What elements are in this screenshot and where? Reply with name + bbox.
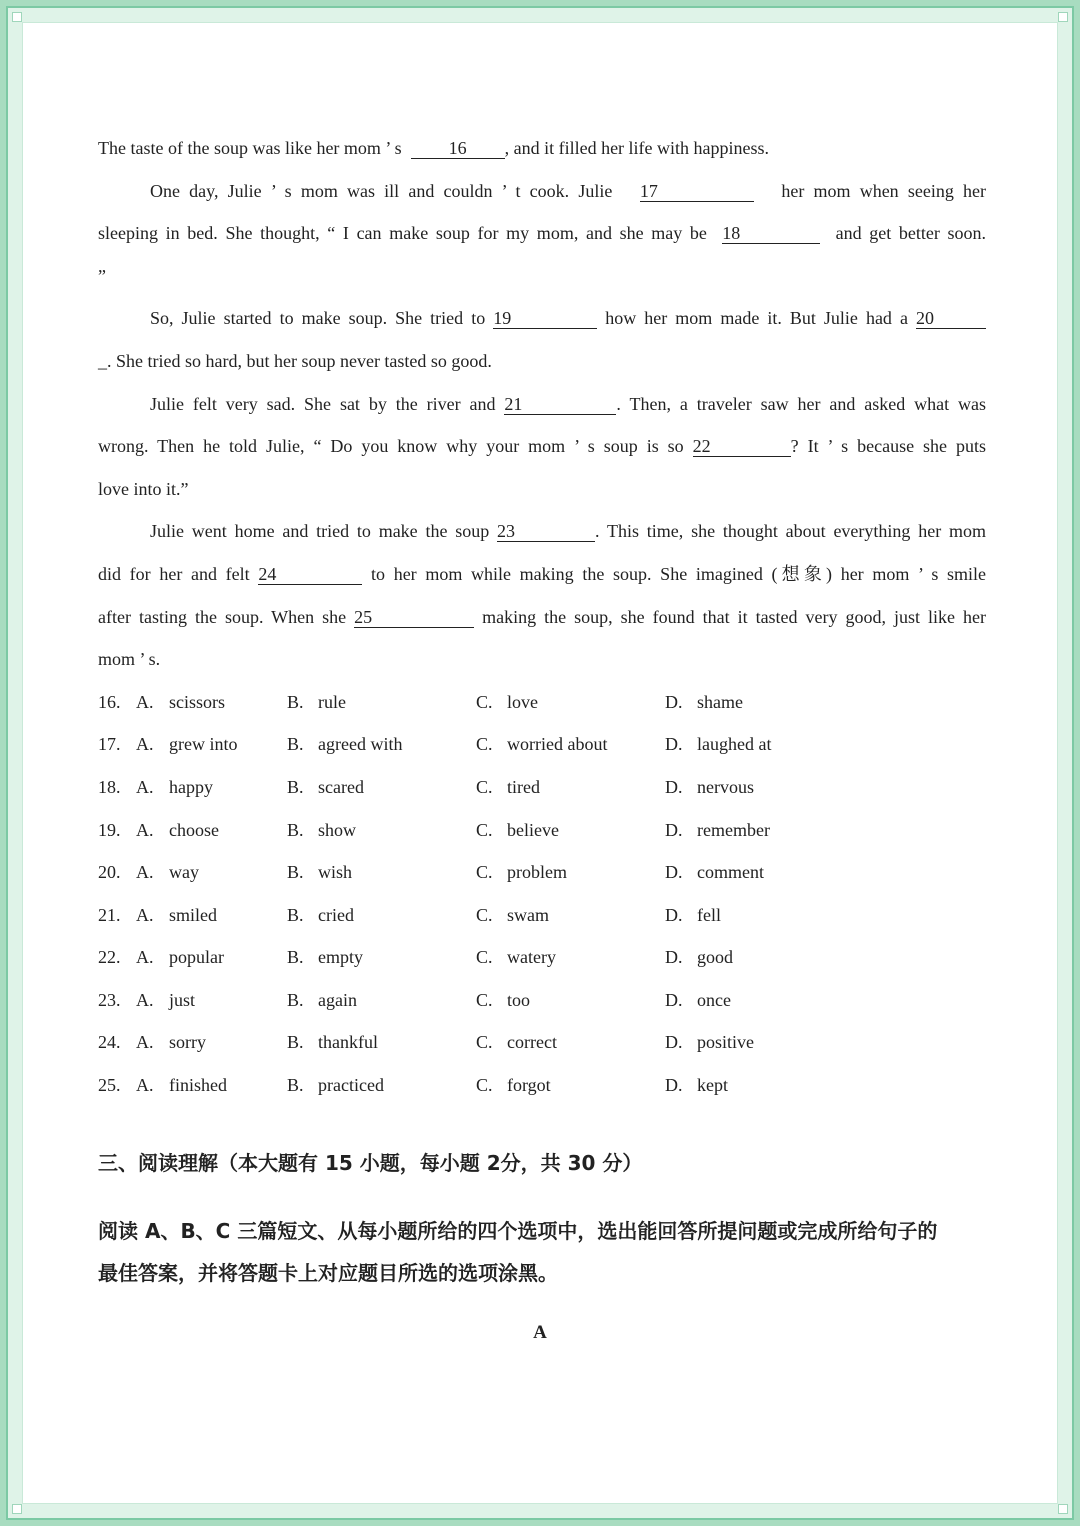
option-a: happy (169, 776, 213, 797)
corner-ornament (12, 1504, 22, 1514)
option-a: grew into (169, 734, 238, 755)
option-c: correct (507, 1032, 557, 1053)
option-c: forgot (507, 1075, 551, 1096)
passage-line: love into it.” (98, 478, 189, 499)
answer-blank-24: 24 (258, 564, 362, 585)
option-b: empty (318, 947, 363, 968)
option-c: too (507, 989, 531, 1010)
option-d: fell (697, 904, 721, 925)
option-c: problem (507, 862, 567, 883)
question-row: 22. A. popular B. empty C. watery D. good (98, 936, 986, 979)
option-a: smiled (169, 904, 217, 925)
question-row: 21. A. smiled B. cried C. swam D. fell (98, 894, 986, 937)
answer-blank-22: 22 (693, 436, 791, 457)
question-row: 20. A. way B. wish C. problem D. comment (98, 851, 986, 894)
question-row: 18. A. happy B. scared C. tired D. nervous (98, 766, 986, 809)
option-b: practiced (318, 1075, 384, 1096)
option-c: swam (507, 904, 549, 925)
question-number: 20. (98, 862, 121, 883)
option-c: worried about (507, 734, 608, 755)
section-directions: 阅读 A、B、C 三篇短文、从每小题所给的四个选项中，选出能回答所提问题或完成所给句子的 最佳答案，并将答题卡上对应题目所选的选项涂黑。 (98, 1219, 938, 1285)
question-number: 22. (98, 947, 121, 968)
option-b: show (318, 819, 357, 840)
answer-blank-20: 20 (916, 308, 986, 329)
option-a: finished (169, 1075, 227, 1096)
question-number: 16. (98, 691, 121, 712)
option-a: choose (169, 819, 219, 840)
option-b: scared (318, 776, 364, 797)
option-c: love (507, 691, 538, 712)
option-d: laughed at (697, 734, 772, 755)
options-list (98, 681, 986, 1107)
option-d: kept (697, 1075, 728, 1096)
question-number: 19. (98, 819, 121, 840)
corner-ornament (12, 12, 22, 22)
option-d: comment (697, 862, 764, 883)
passage-line: One day, Julie ’ s mom was ill and couldn ’ t cook. Julie 17 her mom when seeing her (150, 180, 986, 201)
passage-line: _. She tried so hard, but her soup never tasted so good. (98, 350, 492, 371)
option-b: rule (318, 691, 346, 712)
option-a: scissors (169, 691, 226, 712)
answer-blank-21: 21 (504, 394, 616, 415)
passage-line: Julie felt very sad. She sat by the river and 21 . Then, a traveler saw her and asked what was (150, 393, 986, 414)
answer-blank-18: 18 (722, 223, 820, 244)
passage-line: mom ’ s. (98, 649, 161, 670)
passage-line: after tasting the soup. When she 25 making the soup, she found that it tasted very good, just like her (98, 606, 987, 627)
option-b: again (318, 989, 357, 1010)
question-number: 23. (98, 989, 121, 1010)
answer-blank-19: 19 (493, 308, 597, 329)
option-c: tired (507, 776, 540, 797)
passage-line: did for her and felt 24 to her mom while making the soup. She imagined (想象) her mom ’ s smile (98, 563, 987, 584)
passage-line: The taste of the soup was like her mom ’ s 16 , and it filled her life with happiness. (98, 138, 770, 158)
answer-blank-23: 23 (497, 521, 595, 542)
section-title: 三、阅读理解（本大题有 15 小题，每小题 2分，共 30 分） (98, 1151, 643, 1175)
passage-label: A (533, 1322, 547, 1343)
passage-line: So, Julie started to make soup. She tried to 19 how her mom made it. But Julie had a 20 (98, 297, 986, 340)
option-b: agreed with (318, 734, 403, 755)
question-number: 17. (98, 734, 121, 755)
option-a: just (169, 989, 196, 1010)
option-c: believe (507, 819, 559, 840)
option-a: popular (169, 947, 224, 968)
question-row: 25. A. finished B. practiced C. forgot D. kept (98, 1064, 986, 1107)
question-number: 24. (98, 1032, 121, 1053)
option-d: good (697, 947, 733, 968)
question-number: 25. (98, 1075, 121, 1096)
option-d: once (697, 989, 731, 1010)
option-b: thankful (318, 1032, 378, 1053)
passage-line: ” (98, 265, 106, 286)
option-d: positive (697, 1032, 754, 1053)
answer-blank-25: 25 (354, 607, 474, 628)
answer-blank-16: 16 (411, 138, 505, 159)
question-row: 24. A. sorry B. thankful C. correct D. positive (98, 1021, 986, 1064)
option-d: remember (697, 819, 770, 840)
option-b: wish (318, 862, 353, 883)
option-a: sorry (169, 1032, 206, 1053)
passage-line: Julie went home and tried to make the soup 23 . This time, she thought about everything her mom (150, 521, 986, 542)
option-b: cried (318, 904, 354, 925)
passage-line: wrong. Then he told Julie, “ Do you know why your mom ’ s soup is so 22 ? It ’ s because she puts (98, 436, 987, 457)
option-a: way (169, 862, 199, 883)
passage-line: sleeping in bed. She thought, “ I can make soup for my mom, and she may be 18 and get better soon. (98, 223, 987, 244)
question-row: 23. A. just B. again C. too D. once (98, 979, 986, 1022)
corner-ornament (1058, 1504, 1068, 1514)
cloze-passage (98, 127, 986, 1107)
question-row: 17. A. grew into B. agreed with C. worried about D. laughed at (98, 723, 986, 766)
corner-ornament (1058, 12, 1068, 22)
option-c: watery (507, 947, 556, 968)
question-row: 19. A. choose B. show C. believe D. remember (98, 809, 986, 852)
option-d: nervous (697, 776, 754, 797)
option-d: shame (697, 691, 743, 712)
question-number: 21. (98, 904, 121, 925)
question-number: 18. (98, 776, 121, 797)
answer-blank-17: 17 (640, 181, 754, 202)
question-row: 16. A. scissors B. rule C. love D. shame (98, 681, 986, 724)
